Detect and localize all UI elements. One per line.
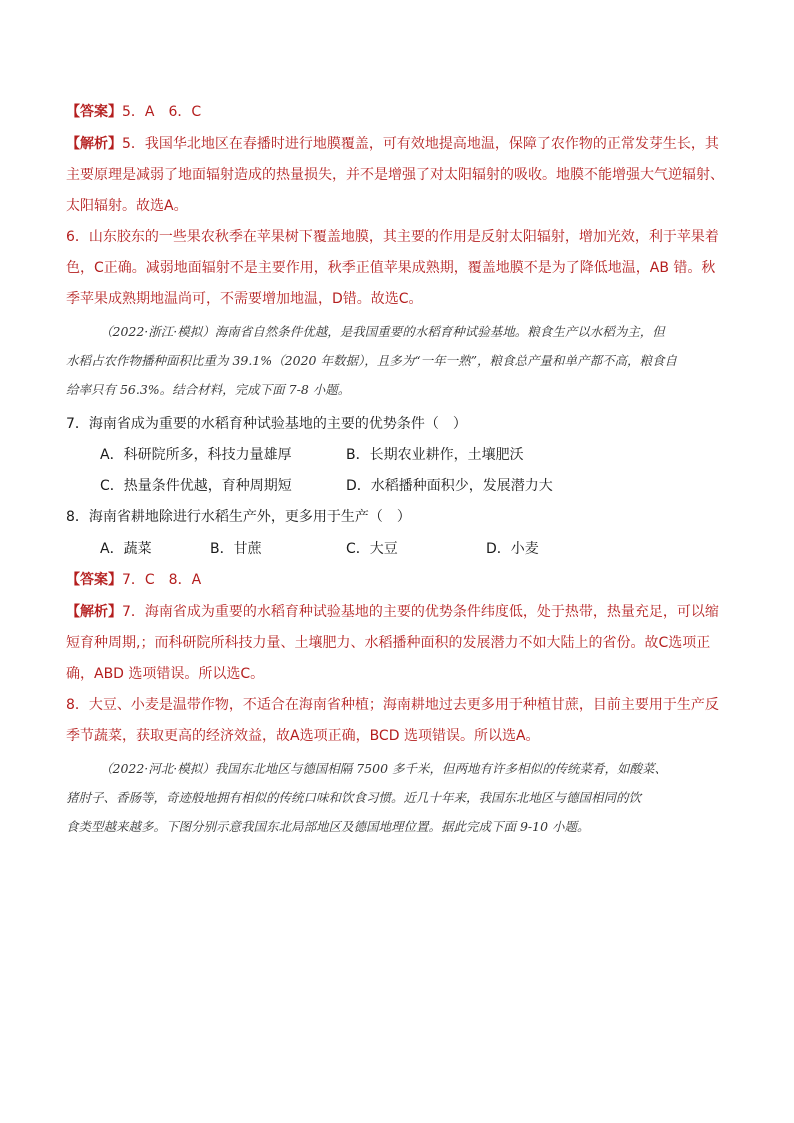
material-line: 食类型越来越多。下图分别示意我国东北局部地区及德国地理位置。据此完成下面 9-10 小题。 — [66, 819, 590, 834]
analysis-line: 短育种周期,；而科研院所科技力量、土壤肥力、水稻播种面积的发展潜力不如大陆上的省份。故C选项正 — [66, 635, 711, 651]
material-line: 猪肘子、香肠等，奇迹般地拥有相似的传统口味和饮食习惯。近几十年来，我国东北地区与德国相同的饮 — [66, 790, 642, 805]
question-8-option-c: C．大豆 — [346, 541, 398, 557]
question-7-option-c: C．热量条件优越，育种周期短 — [100, 478, 292, 494]
analysis-label: 【解析】 — [66, 604, 122, 620]
analysis-line: 6．山东胶东的一些果农秋季在苹果树下覆盖地膜，其主要的作用是反射太阳辐射，增加光效，利于苹果着 — [66, 229, 719, 245]
material-line: （2022·河北·模拟）我国东北地区与德国相隔 7500 多千米，但两地有许多相似的传统菜肴，如酸菜、 — [100, 761, 668, 776]
material-line: （2022·浙江·模拟）海南省自然条件优越，是我国重要的水稻育种试验基地。粮食生产以水稻为主，但 — [100, 324, 665, 339]
question-7-option-a: A．科研院所多，科技力量雄厚 — [100, 447, 292, 463]
analysis-line: 季节蔬菜，获取更高的经济效益，故A选项正确，BCD 选项错误。所以选A。 — [66, 728, 540, 744]
answer-line-7-8 — [66, 570, 728, 590]
analysis-text: 5．我国华北地区在春播时进行地膜覆盖，可有效地提高地温，保障了农作物的正常发芽生长，其 — [122, 136, 719, 152]
analysis-line: 季苹果成熟期地温尚可，不需要增加地温，D错。故选C。 — [66, 291, 423, 307]
question-7-stem: 7．海南省成为重要的水稻育种试验基地的主要的优势条件（ ） — [66, 416, 467, 432]
analysis-label: 【解析】 — [66, 136, 122, 152]
analysis-line: 主要原理是减弱了地面辐射造成的热量损失，并不是增强了对太阳辐射的吸收。地膜不能增强大气逆辐射、 — [66, 167, 724, 183]
question-7-option-b: B．长期农业耕作，土壤肥沃 — [346, 447, 524, 463]
analysis-line: 色，C正确。减弱地面辐射不是主要作用，秋季正值苹果成熟期，覆盖地膜不是为了降低地温，AB 错。秋 — [66, 260, 716, 276]
analysis-line: 太阳辐射。故选A。 — [66, 198, 188, 214]
question-8-option-a: A．蔬菜 — [100, 541, 152, 557]
question-7-option-d: D．水稻播种面积少，发展潜力大 — [346, 478, 553, 494]
analysis-text: 7．海南省成为重要的水稻育种试验基地的主要的优势条件纬度低，处于热带，热量充足，可以缩 — [122, 604, 719, 620]
answer-label: 【答案】 — [66, 572, 122, 588]
analysis-line: 确，ABD 选项错误。所以选C。 — [66, 666, 265, 682]
question-8-option-d: D．小麦 — [486, 541, 539, 557]
material-line: 给率只有 56.3%。结合材料，完成下面 7-8 小题。 — [66, 382, 351, 397]
answer-line-5-6 — [66, 102, 728, 122]
answer-text: 7．C 8．A — [122, 572, 202, 588]
analysis-line: 8．大豆、小麦是温带作物，不适合在海南省种植；海南耕地过去更多用于种植甘蔗，目前主要用于生产反 — [66, 697, 719, 713]
answer-label: 【答案】 — [66, 104, 122, 120]
answer-text: 5．A 6．C — [122, 104, 202, 120]
question-8-option-b: B．甘蔗 — [210, 541, 262, 557]
question-8-stem: 8．海南省耕地除进行水稻生产外，更多用于生产（ ） — [66, 509, 411, 525]
analysis-line — [66, 134, 728, 154]
analysis-line — [66, 602, 728, 622]
material-line: 水稻占农作物播种面积比重为 39.1%（2020 年数据），且多为“一年一熟”，粮食总产量和单产都不高，粮食自 — [66, 353, 678, 368]
